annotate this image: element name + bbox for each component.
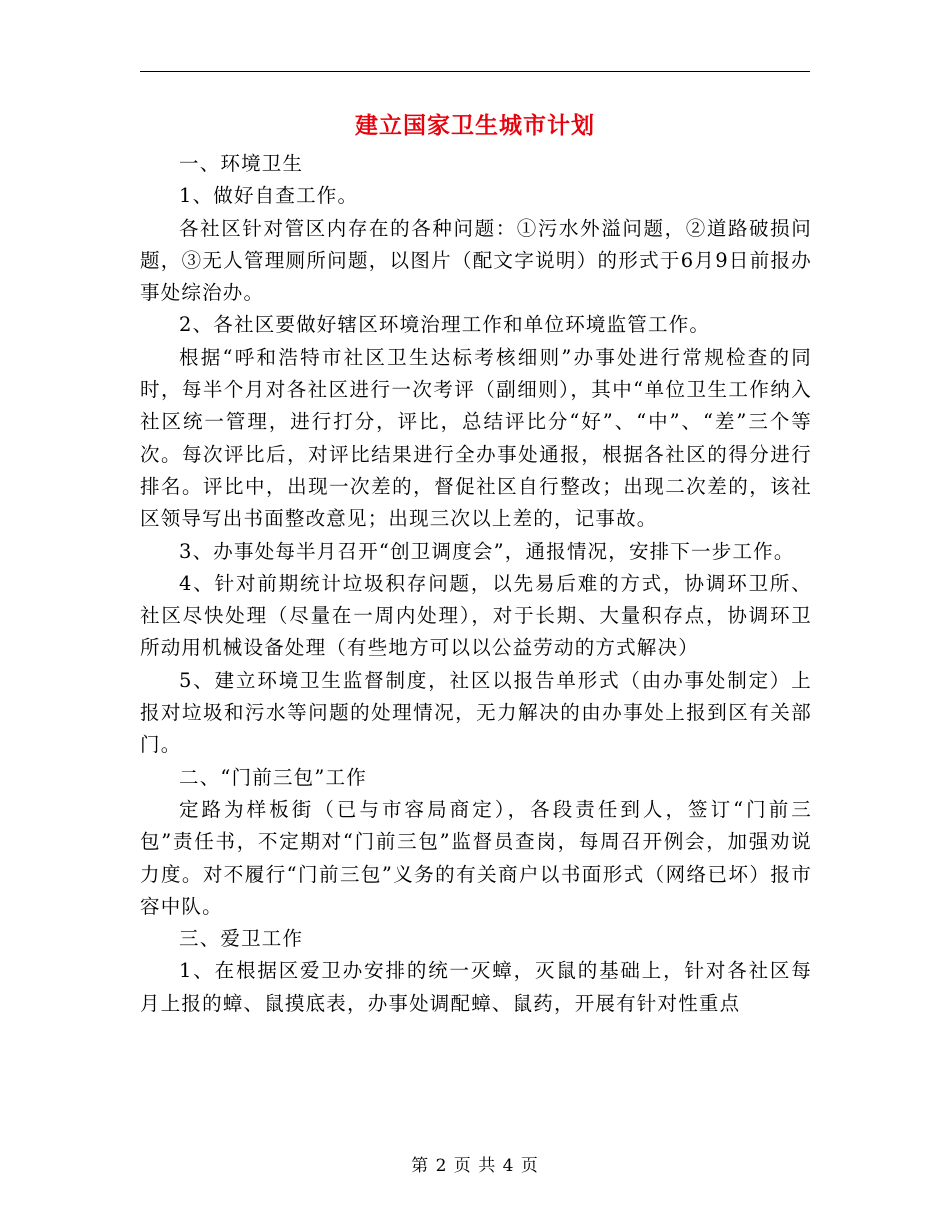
section-heading-environment: 一、环境卫生	[179, 152, 304, 175]
paragraph: 根据“呼和浩特市社区卫生达标考核细则”办事处进行常规检查的同时，每半个月对各社区进行一次考评（副细则），其中“单位卫生工作纳入社区统一管理，进行打分，评比，总结评比分“好”、“中”、“差”三个等次。每次评比后，对评比结果进行全办事处通报，根据各社区的得分进行排名。评比中，出现一次差的，督促社区自行整改；出现二次差的，该社区领导写出书面整改意见；出现三次以上差的，记事故。	[140, 345, 812, 531]
paragraph: 1、做好自查工作。	[179, 184, 359, 208]
paragraph: 5、建立环境卫生监督制度，社区以报告单形式（由办事处制定）上报对垃圾和污水等问题的处理情况，无力解决的由办事处上报到区有关部门。	[140, 668, 812, 757]
paragraph: 1、在根据区爱卫办安排的统一灭蟑，灭鼠的基础上，针对各社区每月上报的蟑、鼠摸底表，办事处调配蟑、鼠药，开展有针对性重点	[140, 959, 812, 1015]
document-body	[140, 148, 812, 1020]
paragraph: 2、各社区要做好辖区环境治理工作和单位环境监管工作。	[179, 313, 711, 337]
document-title: 建立国家卫生城市计划	[355, 112, 595, 139]
section-heading-storefront: 二、“门前三包”工作	[179, 765, 367, 789]
paragraph: 定路为样板街（已与市容局商定），各段责任到人，签订“门前三包”责任书，不定期对“门前三包”监督员查岗，每周召开例会，加强劝说力度。对不履行“门前三包”义务的有关商户以书面形式（网络已坏）报市容中队。	[140, 797, 812, 918]
paragraph: 各社区针对管区内存在的各种问题：①污水外溢问题，②道路破损问题，③无人管理厕所问题，以图片（配文字说明）的形式于6月9日前报办事处综治办。	[140, 216, 812, 305]
section-heading-patriotic-health: 三、爱卫工作	[179, 927, 304, 951]
paragraph: 4、针对前期统计垃圾积存问题，以先易后难的方式，协调环卫所、社区尽快处理（尽量在一周内处理），对于长期、大量积存点，协调环卫所动用机械设备处理（有些地方可以以公益劳动的方式解决）	[140, 571, 812, 660]
header-rule	[140, 71, 810, 72]
paragraph: 3、办事处每半月召开“创卫调度会”，通报情况，安排下一步工作。	[179, 539, 795, 563]
page-number-footer: 第 2 页 共 4 页	[411, 1156, 539, 1176]
